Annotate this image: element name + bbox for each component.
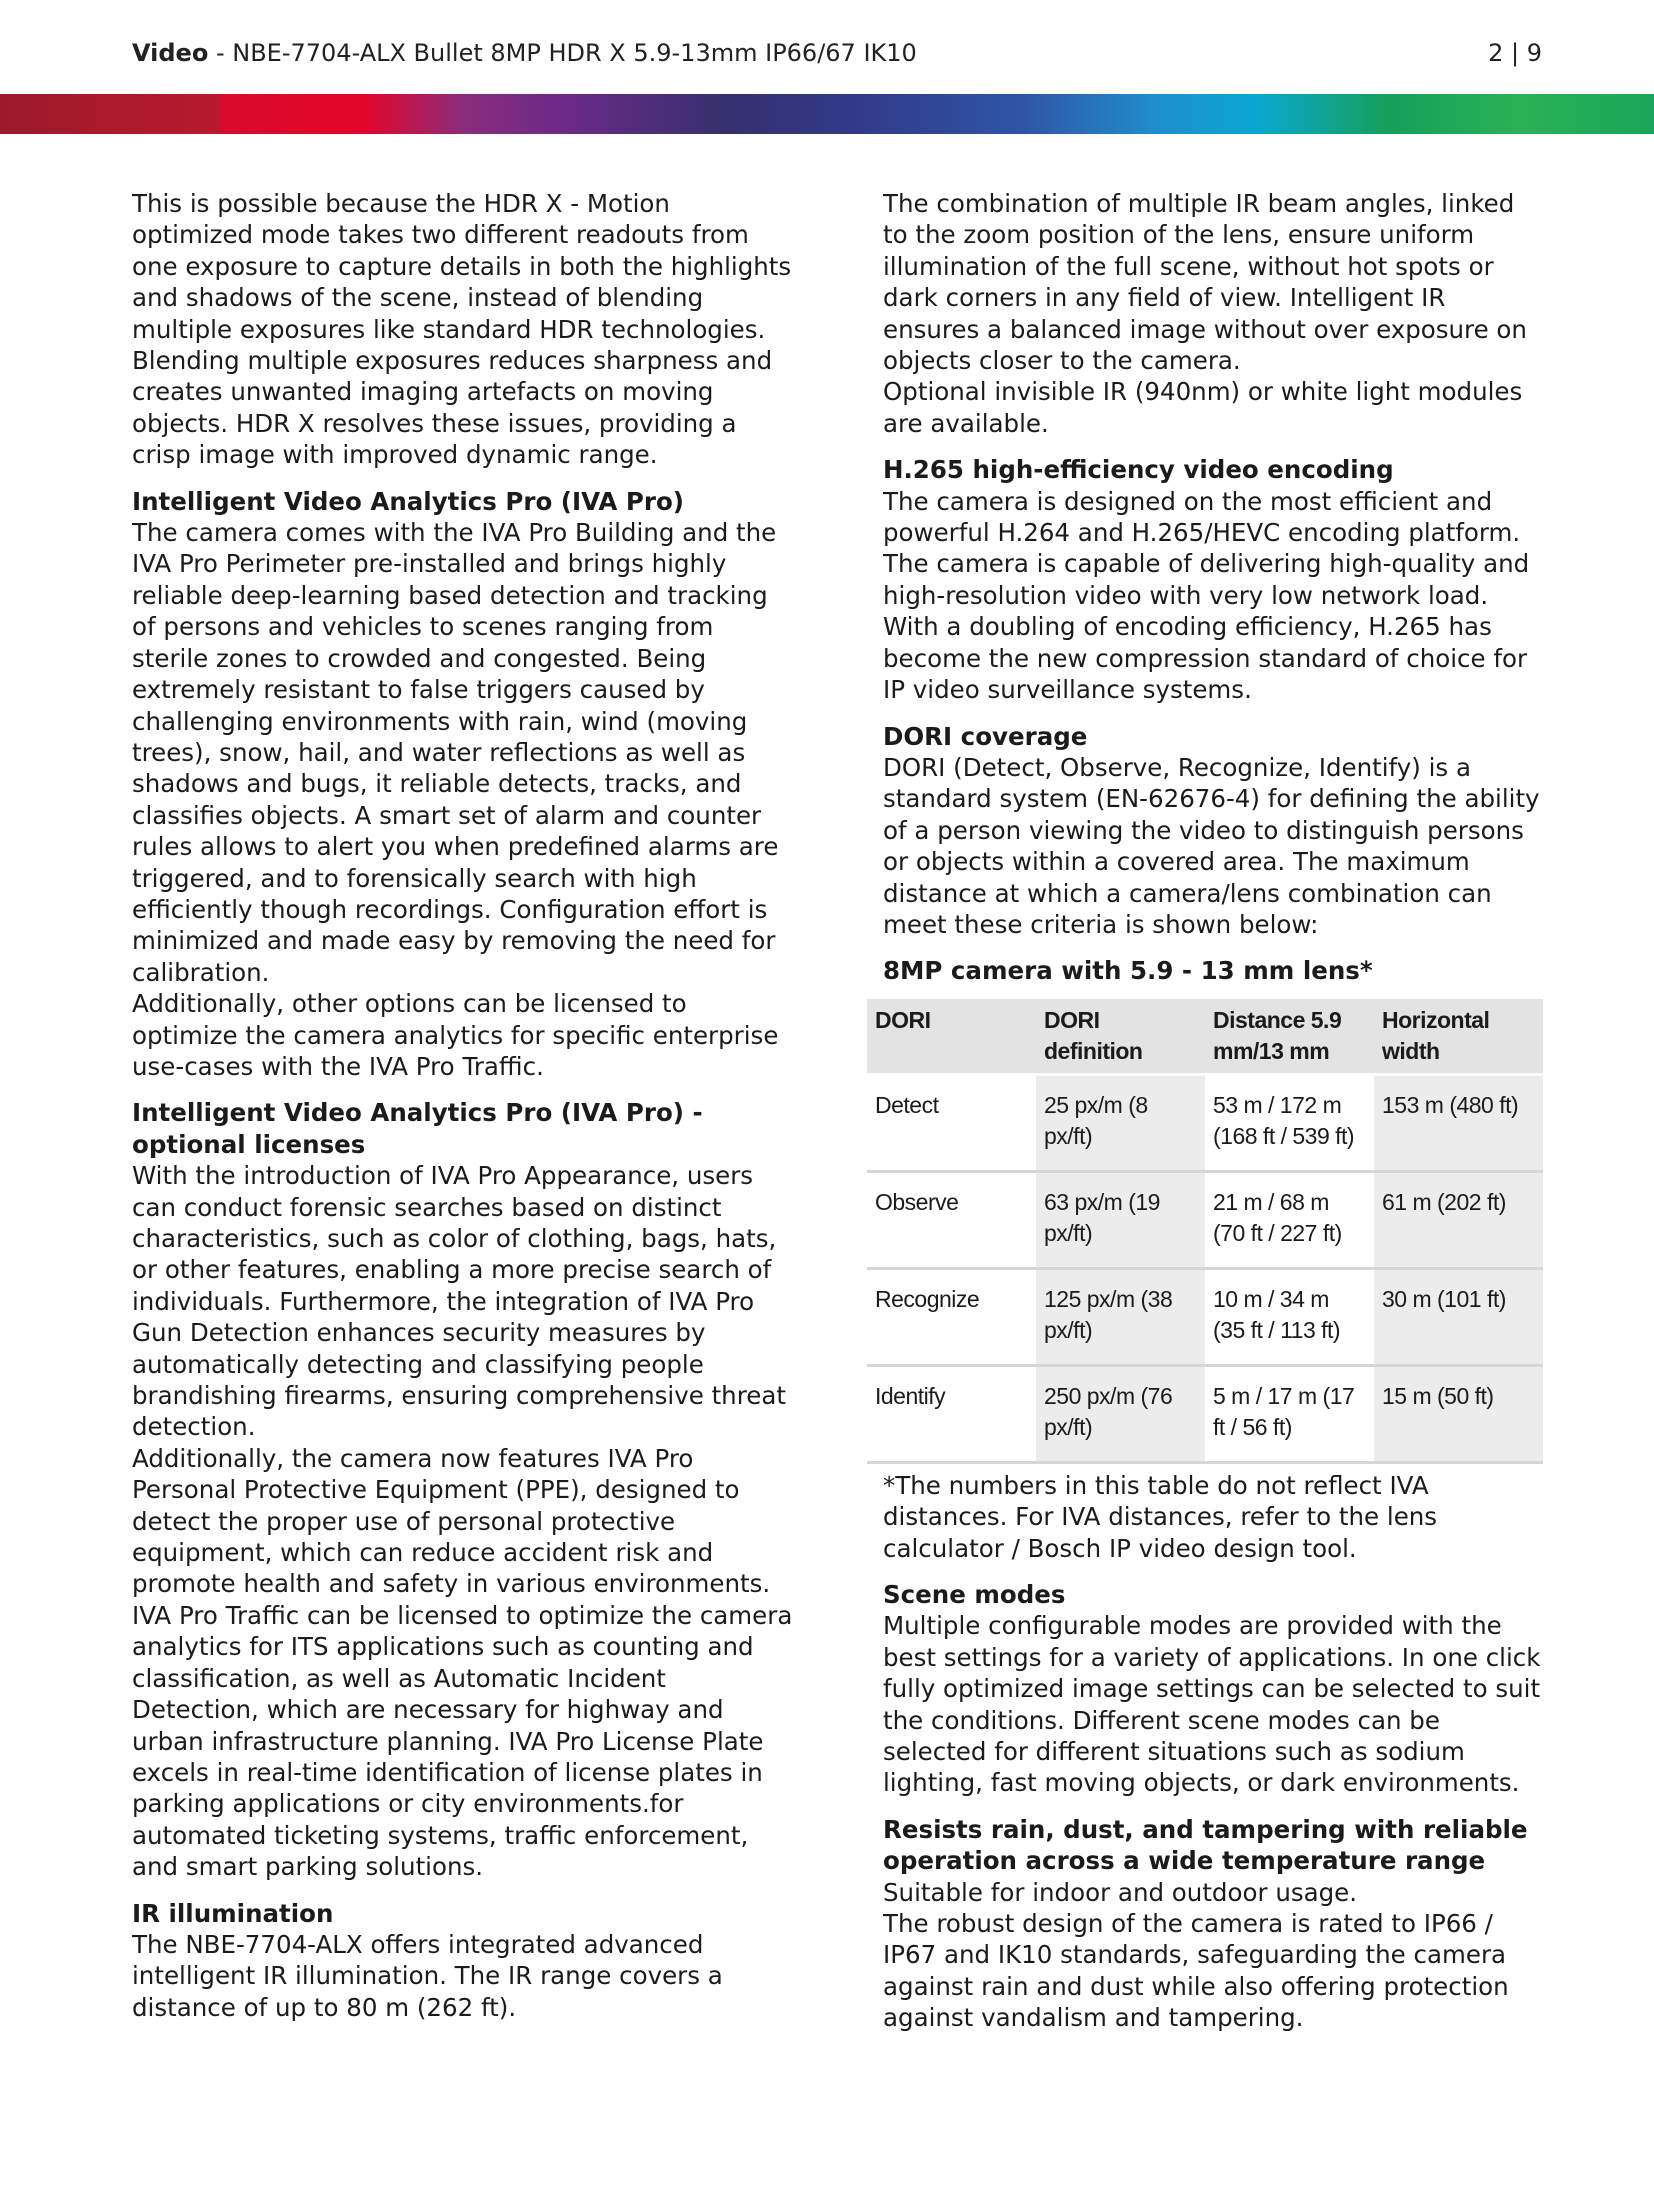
rugged-paragraph: Suitable for indoor and outdoor usage. bbox=[883, 1877, 1358, 1907]
table-cell: 21 m / 68 m (70 ft / 227 ft) bbox=[1205, 1171, 1374, 1268]
table-cell: Detect bbox=[867, 1074, 1036, 1171]
table-cell: 10 m / 34 m (35 ft / 113 ft) bbox=[1205, 1268, 1374, 1365]
h265-heading: H.265 high-efficiency video encoding bbox=[883, 455, 1394, 485]
brand-color-stripe-left bbox=[0, 94, 220, 134]
iva-pro-paragraph: The camera comes with the IVA Pro Building and the IVA Pro Perimeter pre-installed and brings highly reliable deep-learning based detection and tracking of persons and vehicles to scenes ranging from sterile zones to crowded and congested. Being extremely resistant to false triggers caused by challenging environments with rain, wind (moving trees), snow, hail, and water reflections as well as shadows and bugs, it reliable detects, tracks, and classifies objects. A smart set of alarm and counter rules allows to alert you when predefined alarms are triggered, and to forensically search with high efficiently though recordings. Configuration effort is minimized and made easy by removing the need for calibration. bbox=[132, 518, 779, 987]
page-header bbox=[132, 36, 1542, 70]
table-cell: 25 px/m (8 px/ft) bbox=[1036, 1074, 1205, 1171]
table-cell: 153 m (480 ft) bbox=[1374, 1074, 1543, 1171]
table-header-cell: DORI bbox=[867, 999, 1036, 1075]
table-row bbox=[867, 1171, 1543, 1268]
dori-heading: DORI coverage bbox=[883, 721, 1088, 751]
ir-modules-paragraph: Optional invisible IR (940nm) or white light modules are available. bbox=[883, 377, 1523, 438]
table-header-cell: Horizontal width bbox=[1374, 999, 1543, 1075]
table-cell: Observe bbox=[867, 1171, 1036, 1268]
scene-modes-heading: Scene modes bbox=[883, 1579, 1066, 1609]
iva-optional-paragraph: With the introduction of IVA Pro Appearance, users can conduct forensic searches based on distinct characteristics, such as color of clothing, bags, hats, or other features, enabling a more precise search of individuals. Furthermore, the integration of IVA Pro Gun Detection enhances security measures by automatically detecting and classifying people brandishing firearms, ensuring comprehensive threat detection. bbox=[132, 1161, 786, 1442]
table-cell: 5 m / 17 m (17 ft / 56 ft) bbox=[1205, 1365, 1374, 1462]
ir-illumination-heading: IR illumination bbox=[132, 1898, 334, 1928]
rugged-paragraph-2: The robust design of the camera is rated to IP66 / IP67 and IK10 standards, safeguarding the camera against rain and dust while also offering protection against vandalism and tampering. bbox=[883, 1909, 1509, 2033]
dori-table-title: 8MP camera with 5.9 - 13 mm lens* bbox=[883, 956, 1373, 986]
table-cell: Recognize bbox=[867, 1268, 1036, 1365]
hdr-paragraph: This is possible because the HDR X - Motion optimized mode takes two different readouts from one exposure to capture details in both the highlights and shadows of the scene, instead of blending multiple exposures like standard HDR technologies. Blending multiple exposures reduces sharpness and creates unwanted imaging artefacts on moving objects. HDR X resolves these issues, providing a crisp image with improved dynamic range. bbox=[132, 189, 792, 470]
scene-modes-paragraph: Multiple configurable modes are provided with the best settings for a variety of applications. In one click fully optimized image settings can be selected to suit the conditions. Different scene modes can be selected for different situations such as sodium lighting, fast moving objects, or dark environments. bbox=[883, 1611, 1541, 1798]
brand-color-stripe bbox=[0, 94, 1654, 134]
iva-pro-paragraph-2: Additionally, other options can be licensed to optimize the camera analytics for specific enterprise use-cases with the IVA Pro Traffic. bbox=[132, 989, 779, 1081]
table-row bbox=[867, 1268, 1543, 1365]
table-header-cell: Distance 5.9 mm/13 mm bbox=[1205, 999, 1374, 1075]
table-row bbox=[867, 1074, 1543, 1171]
table-header-cell: DORI definition bbox=[1036, 999, 1205, 1075]
table-cell: 125 px/m (38 px/ft) bbox=[1036, 1268, 1205, 1365]
table-cell: 53 m / 172 m (168 ft / 539 ft) bbox=[1205, 1074, 1374, 1171]
iva-optional-heading: Intelligent Video Analytics Pro (IVA Pro) - optional licenses bbox=[132, 1098, 703, 1159]
h265-paragraph: The camera is designed on the most efficient and powerful H.264 and H.265/HEVC encoding platform. The camera is capable of delivering high-quality and high-resolution video with very low network load. With a doubling of encoding efficiency, H.265 has become the new compression standard of choice for IP video surveillance systems. bbox=[883, 486, 1530, 705]
table-row bbox=[867, 1365, 1543, 1462]
ir-illumination-paragraph: The NBE-7704-ALX offers integrated advanced intelligent IR illumination. The IR range covers a distance of up to 80 m (262 ft). bbox=[132, 1929, 723, 2022]
page-number: 2 | 9 bbox=[1488, 39, 1542, 67]
left-column bbox=[132, 188, 796, 2023]
dori-paragraph: DORI (Detect, Observe, Recognize, Identify) is a standard system (EN-62676-4) for defining the ability of a person viewing the video to distinguish persons or objects within a covered area. The maximum distance at which a camera/lens combination can meet these criteria is shown below: bbox=[883, 752, 1540, 939]
table-header-row bbox=[867, 999, 1543, 1075]
iva-optional-paragraph-2: Additionally, the camera now features IVA Pro Personal Protective Equipment (PPE), designed to detect the proper use of personal protective equipment, which can reduce accident risk and promote health and safety in various environments. IVA Pro Traffic can be licensed to optimize the camera analytics for ITS applications such as counting and classification, as well as Automatic Incident Detection, which are necessary for highway and urban infrastructure planning. IVA Pro License Plate excels in real-time identification of license plates in parking applications or city environments.for automated ticketing systems, traffic enforcement, and smart parking solutions. bbox=[132, 1443, 793, 1882]
iva-pro-heading: Intelligent Video Analytics Pro (IVA Pro) bbox=[132, 486, 684, 516]
ir-beam-paragraph: The combination of multiple IR beam angles, linked to the zoom position of the lens, ensure uniform illumination of the full scene, without hot spots or dark corners in any field of view. Intelligent IR ensures a balanced image without over exposure on objects closer to the camera. bbox=[883, 189, 1527, 376]
header-title: - NBE-7704-ALX Bullet 8MP HDR X 5.9-13mm IP66/67 IK10 bbox=[208, 39, 917, 67]
table-cell: 30 m (101 ft) bbox=[1374, 1268, 1543, 1365]
rugged-heading: Resists rain, dust, and tampering with reliable operation across a wide temperature range bbox=[883, 1814, 1528, 1876]
header-category: Video bbox=[132, 39, 209, 67]
right-column bbox=[875, 188, 1543, 2034]
table-cell: 250 px/m (76 px/ft) bbox=[1036, 1365, 1205, 1462]
table-cell: 61 m (202 ft) bbox=[1374, 1171, 1543, 1268]
document-title bbox=[132, 39, 917, 67]
table-cell: 15 m (50 ft) bbox=[1374, 1365, 1543, 1462]
dori-table bbox=[867, 999, 1543, 1464]
table-footnote: *The numbers in this table do not reflect IVA distances. For IVA distances, refer to the lens calculator / Bosch IP video design tool. bbox=[883, 1470, 1438, 1563]
table-cell: 63 px/m (19 px/ft) bbox=[1036, 1171, 1205, 1268]
table-cell: Identify bbox=[867, 1365, 1036, 1462]
